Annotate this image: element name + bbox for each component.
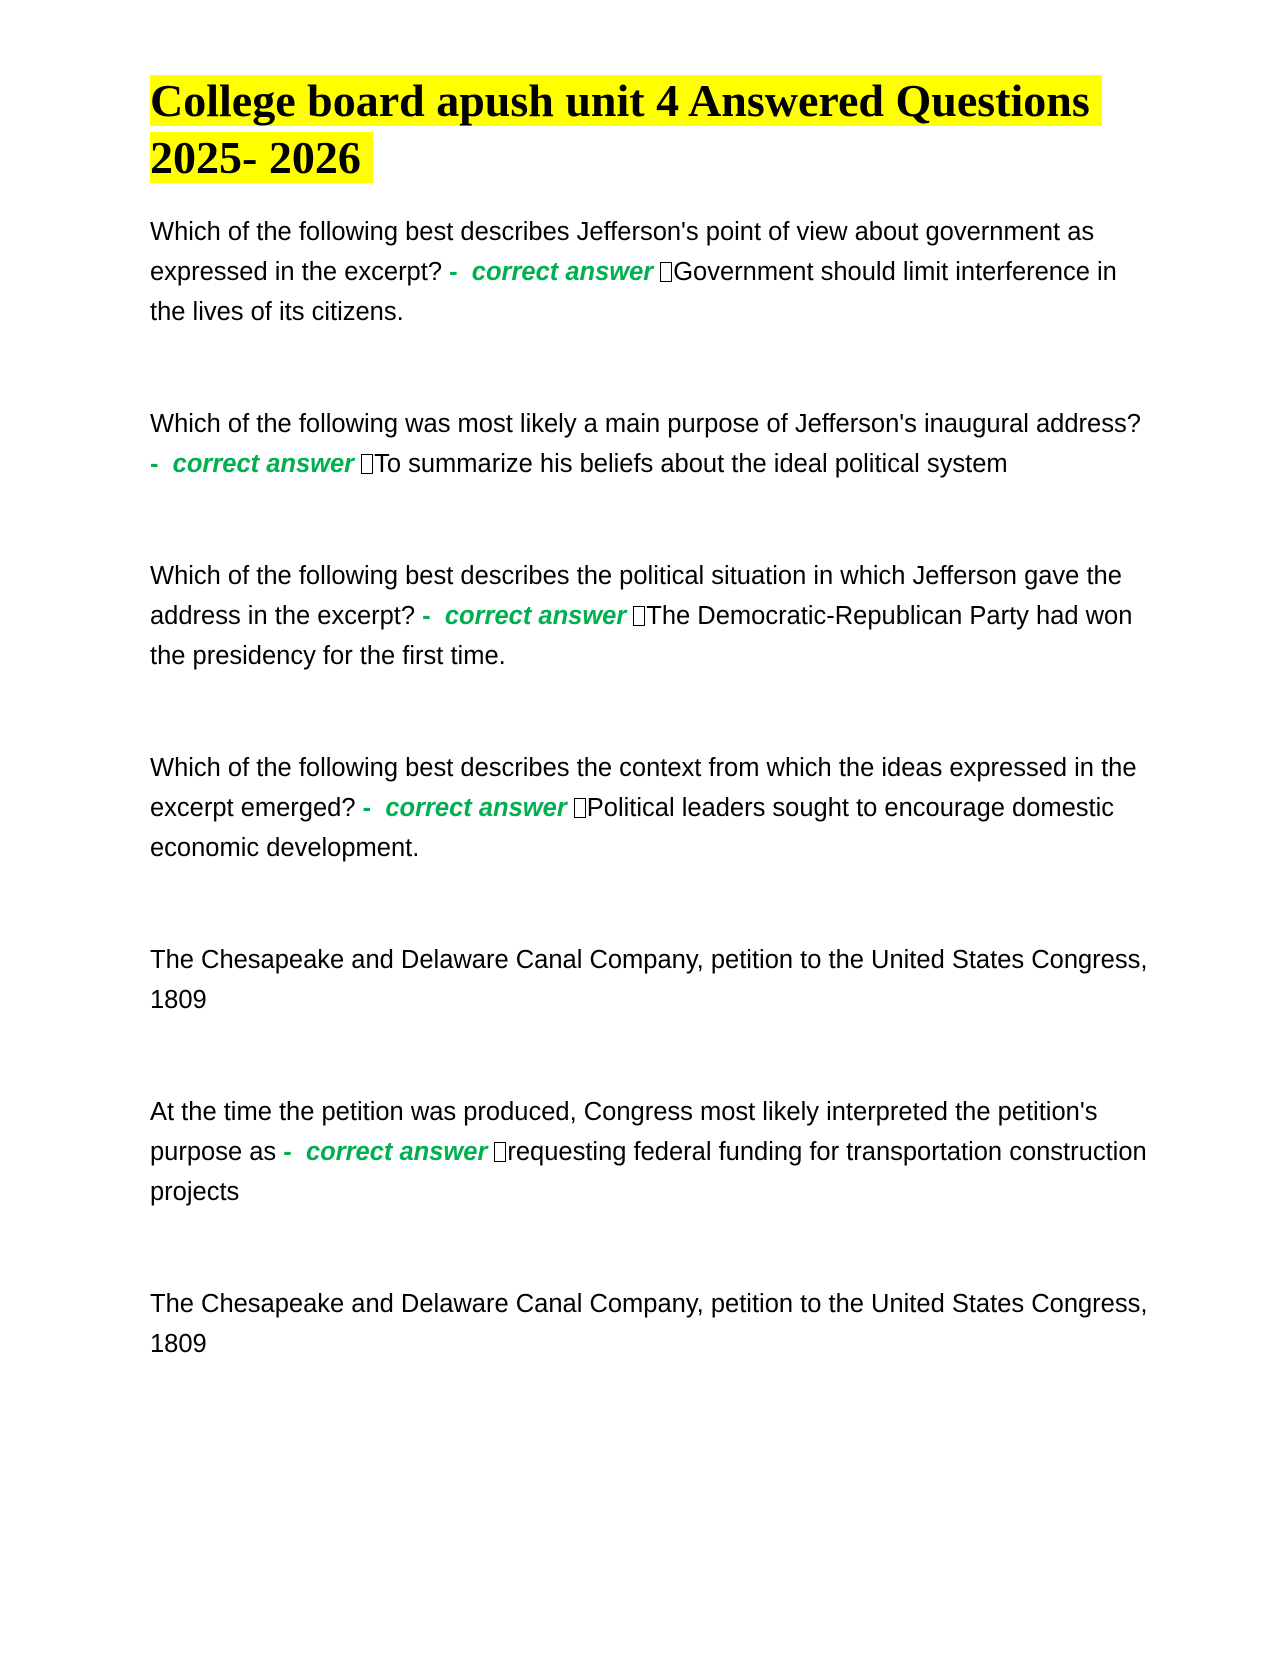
source-citation-1: The Chesapeake and Delaware Canal Company, petition to the United States Congress, 1809: [150, 946, 1148, 1014]
qa-item-1: [150, 212, 1150, 332]
question-text: At the time the petition was produced, Congress most likely interpreted the petition's purpose as: [150, 1098, 1098, 1166]
question-text: Which of the following best describes the political situation in which Jefferson gave the address in the excerpt?: [150, 562, 1122, 630]
question-text: Which of the following best describes Jefferson's point of view about government as expressed in the excerpt?: [150, 218, 1095, 286]
qa-item-2: [150, 404, 1150, 484]
qa-item-3: [150, 556, 1150, 676]
answer-separator: -: [449, 258, 458, 286]
question-text: Which of the following best describes the context from which the ideas expressed in the excerpt emerged?: [150, 754, 1137, 822]
qa-item-4: [150, 748, 1150, 868]
correct-answer-label: correct answer: [471, 258, 654, 286]
answer-text: The Democratic-Republican Party had won the presidency for the first time.: [150, 602, 1133, 670]
missing-glyph-icon: [494, 1142, 506, 1162]
missing-glyph-icon: [660, 262, 672, 282]
answer-separator: -: [150, 450, 159, 478]
qa-item-5: [150, 1092, 1150, 1212]
answer-text: requesting federal funding for transportation construction projects: [150, 1138, 1147, 1206]
correct-answer-label: correct answer: [305, 1138, 488, 1166]
answer-text: Political leaders sought to encourage domestic economic development.: [150, 794, 1115, 862]
missing-glyph-icon: [633, 606, 645, 626]
missing-glyph-icon: [361, 454, 373, 474]
page-title: [150, 72, 1150, 186]
correct-answer-label: correct answer: [385, 794, 567, 822]
question-text: Which of the following was most likely a main purpose of Jefferson's inaugural address?: [150, 410, 1141, 438]
document-page: [150, 72, 1150, 1364]
answer-separator: -: [362, 794, 372, 822]
answer-text: To summarize his beliefs about the ideal political system: [374, 450, 1008, 478]
answer-separator: -: [422, 602, 431, 630]
correct-answer-label: correct answer: [444, 602, 627, 630]
answer-separator: -: [283, 1138, 292, 1166]
page-title-text: College board apush unit 4 Answered Questions 2025- 2026: [150, 75, 1102, 183]
source-citation-2: The Chesapeake and Delaware Canal Company, petition to the United States Congress, 1809: [150, 1290, 1148, 1358]
missing-glyph-icon: [574, 798, 586, 818]
answer-text: Government should limit interference in the lives of its citizens.: [150, 258, 1117, 326]
correct-answer-label: correct answer: [172, 450, 355, 478]
